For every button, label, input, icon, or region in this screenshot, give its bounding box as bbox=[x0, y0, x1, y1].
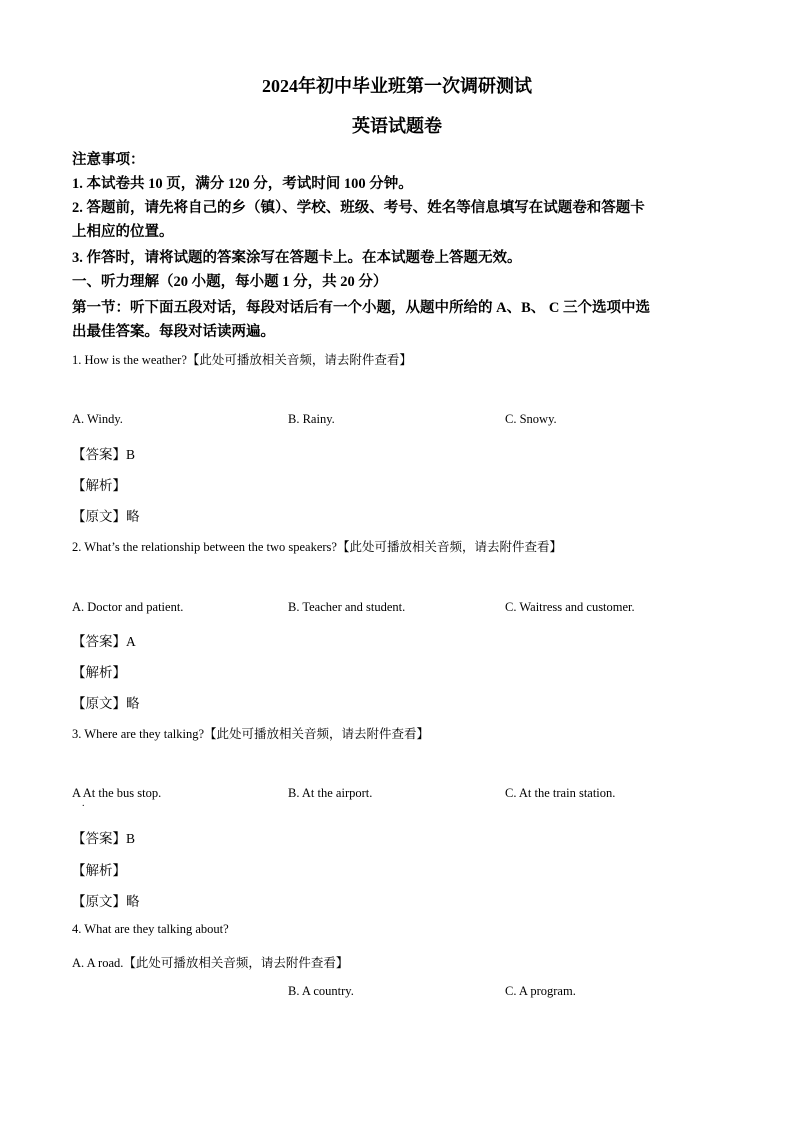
question-3-analysis: 【解析】 bbox=[72, 863, 126, 878]
question-2-text: 2. What’s the relationship between the two speakers?【此处可播放相关音频，请去附件查看】 bbox=[72, 540, 562, 554]
exam-title: 2024年初中毕业班第一次调研测试 bbox=[262, 76, 532, 96]
question-3-option-a: A At the bus stop. bbox=[72, 786, 162, 800]
question-2-option-c: C. Waitress and customer. bbox=[505, 600, 635, 614]
question-3-text: 3. Where are they talking?【此处可播放相关音频，请去附件查看】 bbox=[72, 727, 430, 741]
question-4-option-c: C. A program. bbox=[505, 984, 576, 998]
question-2-analysis: 【解析】 bbox=[72, 665, 126, 680]
question-1-option-c: C. Snowy. bbox=[505, 412, 557, 426]
notice-item-1: 1. 本试卷共 10 页，满分 120 分，考试时间 100 分钟。 bbox=[72, 176, 413, 192]
section-instruction-line-1: 第一节：听下面五段对话，每段对话后有一个小题，从题中所给的 A、B、 C 三个选项中选 bbox=[72, 300, 650, 316]
decorative-dot: . bbox=[82, 798, 85, 809]
question-3-original: 【原文】略 bbox=[72, 894, 140, 909]
question-2-original: 【原文】略 bbox=[72, 696, 140, 711]
section-instruction-line-2: 出最佳答案。每段对话读两遍。 bbox=[72, 324, 275, 340]
question-4-option-a: A. A road.【此处可播放相关音频，请去附件查看】 bbox=[72, 956, 349, 970]
notice-item-3: 3. 作答时，请将试题的答案涂写在答题卡上。在本试题卷上答题无效。 bbox=[72, 250, 522, 266]
question-4-option-b: B. A country. bbox=[288, 984, 354, 998]
question-2-answer: 【答案】A bbox=[72, 634, 136, 649]
question-4-text: 4. What are they talking about? bbox=[72, 922, 229, 936]
question-1-original: 【原文】略 bbox=[72, 509, 140, 524]
exam-subtitle: 英语试题卷 bbox=[352, 116, 442, 136]
question-2-option-b: B. Teacher and student. bbox=[288, 600, 406, 614]
notice-item-2-line-1: 2. 答题前，请先将自己的乡（镇）、学校、班级、考号、姓名等信息填写在试题卷和答题卡 bbox=[72, 200, 645, 216]
question-2-option-a: A. Doctor and patient. bbox=[72, 600, 184, 614]
question-1-text: 1. How is the weather?【此处可播放相关音频，请去附件查看】 bbox=[72, 353, 412, 367]
question-1-option-a: A. Windy. bbox=[72, 412, 123, 426]
question-1-answer: 【答案】B bbox=[72, 447, 136, 462]
notice-heading: 注意事项： bbox=[72, 152, 145, 168]
question-3-option-c: C. At the train station. bbox=[505, 786, 616, 800]
notice-item-2-line-2: 上相应的位置。 bbox=[72, 224, 174, 240]
section-heading: 一、听力理解（20 小题，每小题 1 分，共 20 分） bbox=[72, 274, 388, 290]
question-3-answer: 【答案】B bbox=[72, 831, 136, 846]
question-3-option-b: B. At the airport. bbox=[288, 786, 373, 800]
question-1-option-b: B. Rainy. bbox=[288, 412, 335, 426]
question-1-analysis: 【解析】 bbox=[72, 478, 126, 493]
